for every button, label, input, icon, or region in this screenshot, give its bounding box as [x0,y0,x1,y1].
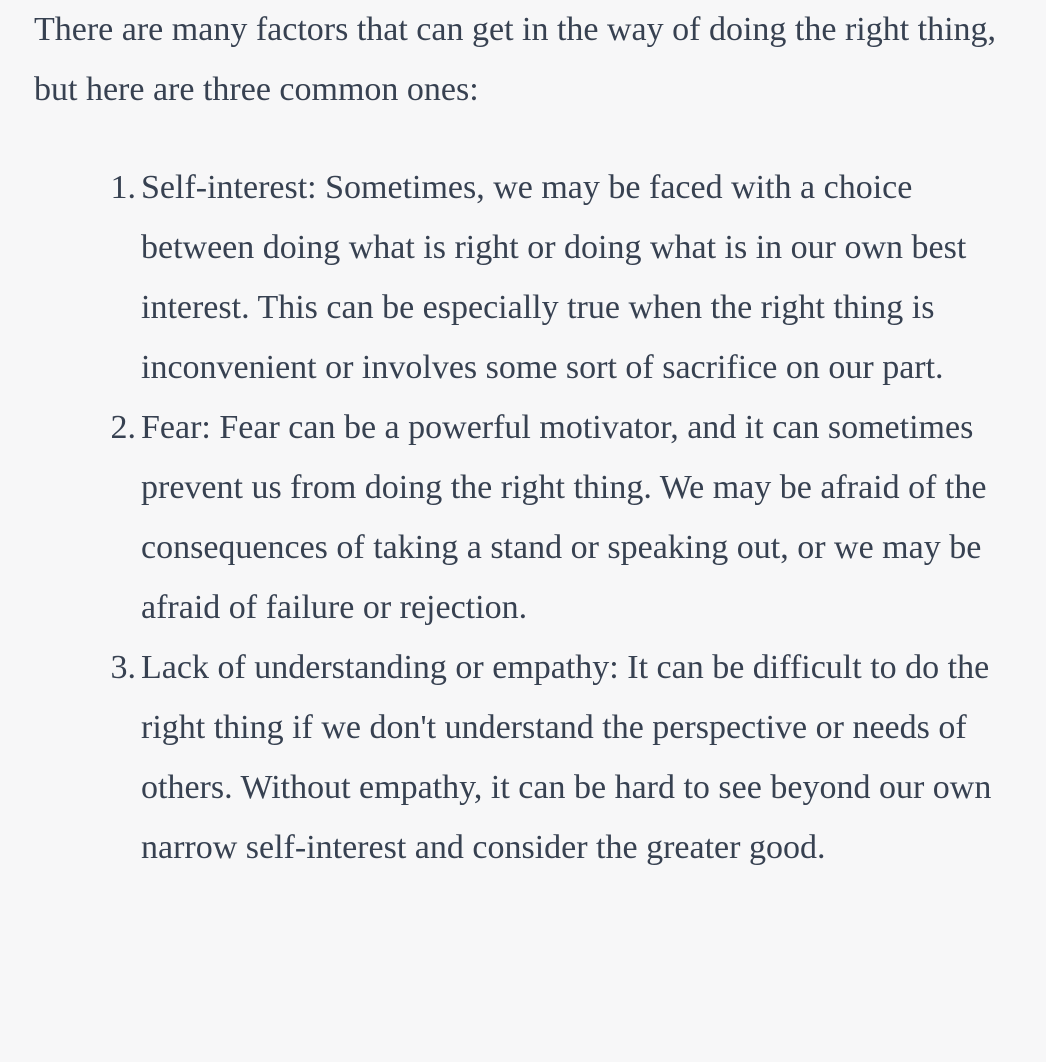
list-item-text: Self-interest: Sometimes, we may be faced with a choice between doing what is right or doing what is in our own best interest. This can be especially true when the right thing is inconvenient or involves some sort of sacrifice on our part. [141,169,967,386]
response-content [34,0,1034,878]
list-item-self-interest [34,158,1034,398]
list-number: 3. [110,649,136,686]
list-item-fear [34,398,1034,638]
list-number: 1. [110,169,136,206]
list-item-text: Lack of understanding or empathy: It can be difficult to do the right thing if we don't understand the perspective or needs of others. Without empathy, it can be hard to see beyond our own narrow self-interest and consider the greater good. [141,649,992,866]
list-item-lack-of-understanding [34,638,1034,878]
list-number: 2. [110,409,136,446]
factors-list [34,158,1034,878]
list-item-text: Fear: Fear can be a powerful motivator, and it can sometimes prevent us from doing the right thing. We may be afraid of the consequences of taking a stand or speaking out, or we may be afraid of failure or rejection. [141,409,987,626]
intro-paragraph: There are many factors that can get in the way of doing the right thing, but here are three common ones: [34,11,997,108]
